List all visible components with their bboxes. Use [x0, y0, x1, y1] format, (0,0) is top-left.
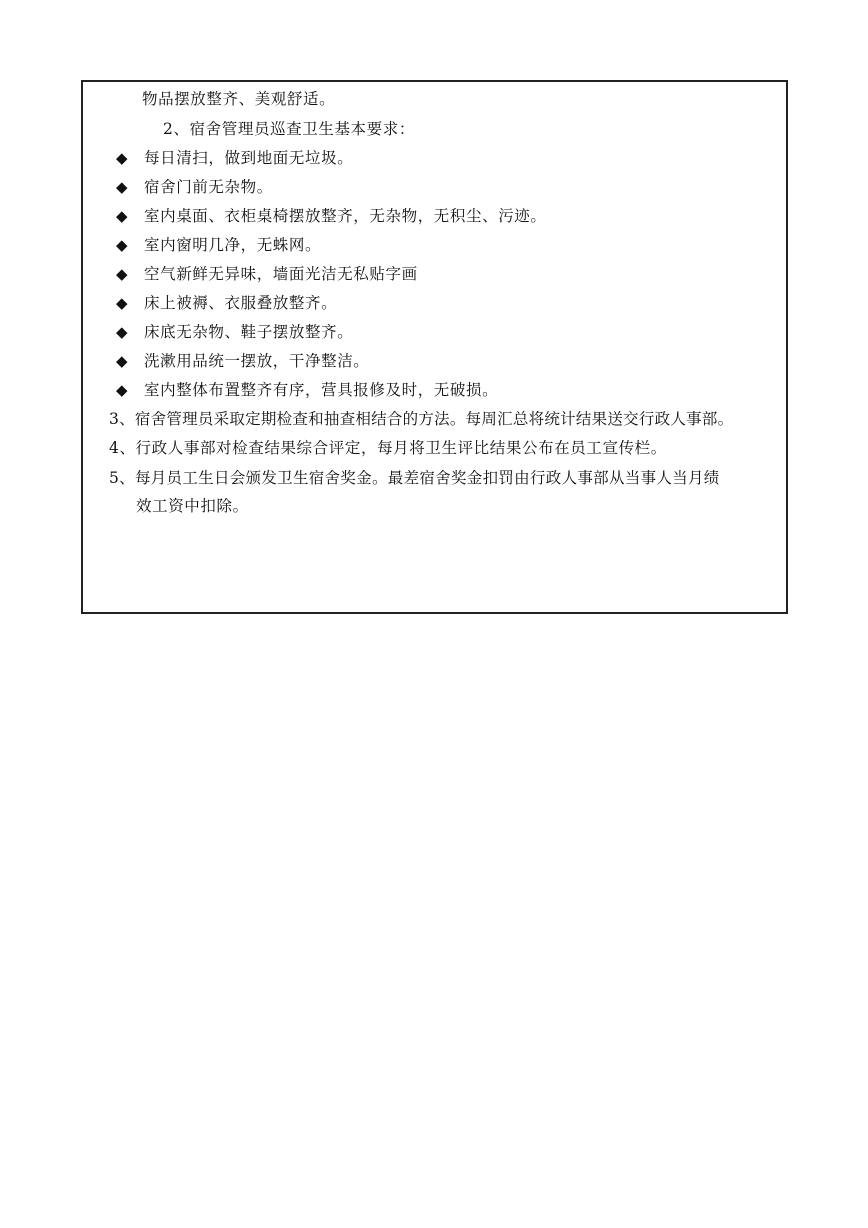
item-4: 4、行政人事部对检查结果综合评定，每月将卫生评比结果公布在员工宣传栏。	[109, 439, 667, 457]
diamond-bullet-icon: ◆	[116, 207, 129, 225]
diamond-bullet-icon: ◆	[116, 265, 129, 283]
diamond-bullet-icon: ◆	[116, 149, 129, 167]
bullet-item	[116, 380, 498, 400]
bullet-text: 室内桌面、衣柜桌椅摆放整齐，无杂物，无积尘、污迹。	[144, 207, 547, 225]
bullet-text: 床上被褥、衣服叠放整齐。	[144, 294, 338, 312]
diamond-bullet-icon: ◆	[116, 178, 129, 196]
diamond-bullet-icon: ◆	[116, 352, 129, 370]
bullet-text: 室内窗明几净，无蛛网。	[144, 236, 322, 254]
bullet-text: 空气新鲜无异味，墙面光洁无私贴字画	[144, 265, 418, 283]
diamond-bullet-icon: ◆	[116, 236, 129, 254]
diamond-bullet-icon: ◆	[116, 323, 129, 341]
bullet-item	[116, 235, 321, 255]
bullet-text: 宿舍门前无杂物。	[144, 178, 273, 196]
bullet-text: 床底无杂物、鞋子摆放整齐。	[144, 323, 354, 341]
section-2-heading: 2、宿舍管理员巡查卫生基本要求：	[163, 120, 415, 138]
bullet-item	[116, 351, 369, 371]
bullet-text: 洗漱用品统一摆放，干净整洁。	[144, 352, 370, 370]
bullet-text: 每日清扫，做到地面无垃圾。	[144, 149, 354, 167]
item-3: 3、宿舍管理员采取定期检查和抽查相结合的方法。每周汇总将统计结果送交行政人事部。	[109, 410, 734, 428]
continuation-line: 物品摆放整齐、美观舒适。	[142, 90, 336, 108]
bullet-text: 室内整体布置整齐有序，营具报修及时，无破损。	[144, 381, 499, 399]
diamond-bullet-icon: ◆	[116, 294, 129, 312]
bullet-item	[116, 177, 273, 197]
bullet-item	[116, 206, 547, 226]
bullet-item	[116, 264, 418, 284]
item-5-line-1: 5、每月员工生日会颁发卫生宿舍奖金。最差宿舍奖金扣罚由行政人事部从当事人当月绩	[109, 469, 720, 487]
bullet-item	[116, 148, 353, 168]
bullet-item	[116, 322, 353, 342]
item-5-line-2: 效工资中扣除。	[136, 497, 249, 515]
bullet-item	[116, 293, 337, 313]
diamond-bullet-icon: ◆	[116, 381, 129, 399]
